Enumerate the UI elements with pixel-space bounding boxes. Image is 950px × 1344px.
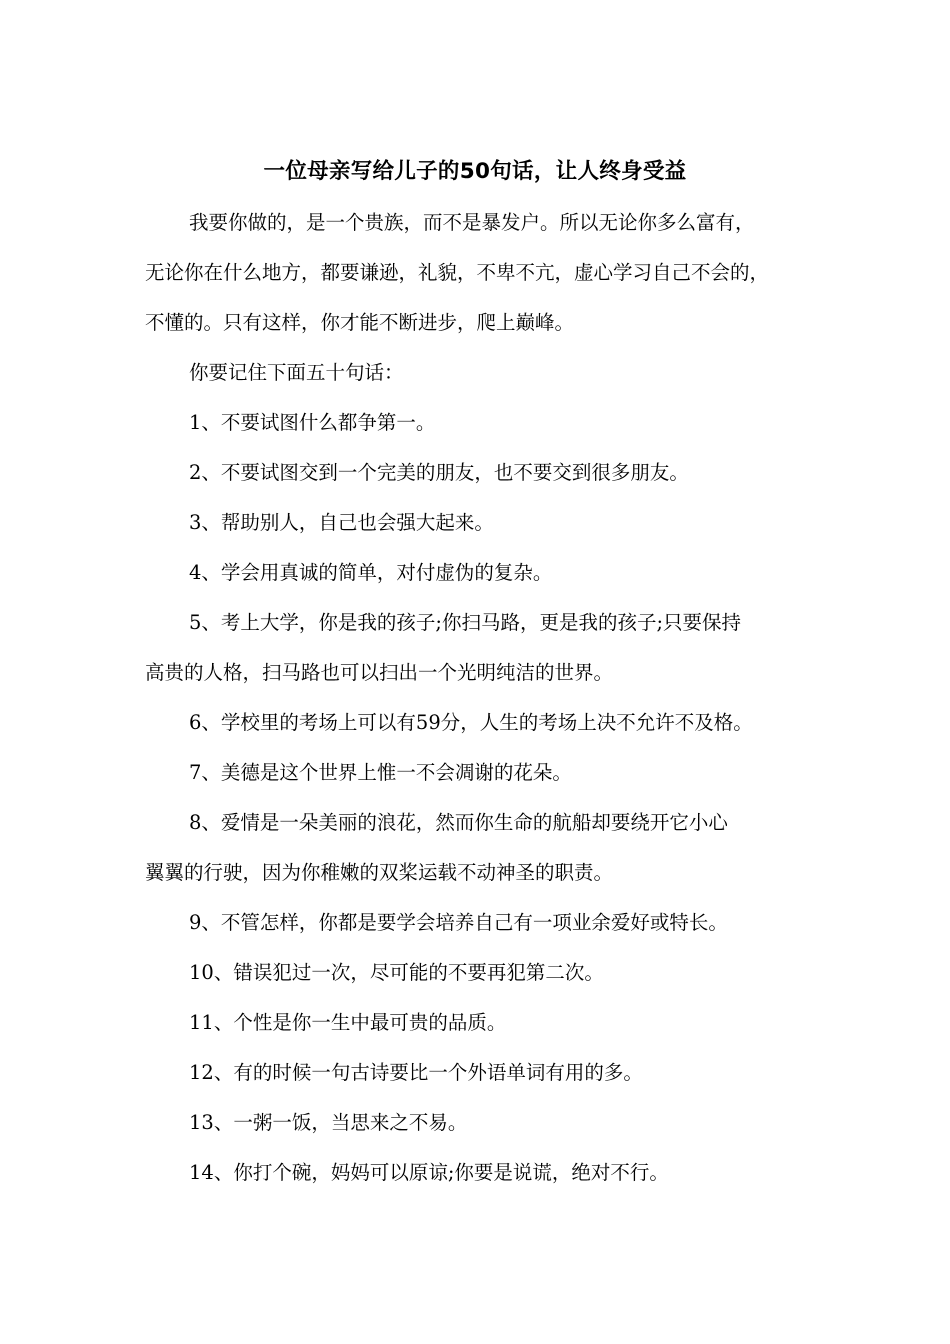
list-item — [145, 698, 810, 748]
text-line: 4、学会用真诚的简单，对付虚伪的复杂。 — [189, 561, 553, 584]
text-line: 高贵的人格，扫马路也可以扫出一个光明纯洁的世界。 — [145, 661, 614, 684]
list-item — [145, 498, 810, 548]
list-item — [145, 998, 810, 1048]
text-line: 7、美德是这个世界上惟一不会凋谢的花朵。 — [189, 761, 572, 784]
list-item — [145, 548, 810, 598]
text-line: 10、错误犯过一次，尽可能的不要再犯第二次。 — [189, 961, 604, 984]
list-item — [145, 1048, 810, 1098]
list-item — [145, 948, 810, 998]
text-line: 你要记住下面五十句话： — [189, 361, 404, 384]
list-item — [145, 798, 810, 898]
text-line: 无论你在什么地方，都要谦逊，礼貌，不卑不亢，虚心学习自己不会的， — [145, 261, 770, 284]
text-line: 1、不要试图什么都争第一。 — [189, 411, 436, 434]
text-line: 8、爱情是一朵美丽的浪花，然而你生命的航船却要绕开它小心 — [189, 811, 728, 834]
list-item — [145, 398, 810, 448]
text-line: 3、帮助别人，自己也会强大起来。 — [189, 511, 494, 534]
text-line: 不懂的。只有这样，你才能不断进步，爬上巅峰。 — [145, 311, 575, 334]
text-line: 9、不管怎样，你都是要学会培养自己有一项业余爱好或特长。 — [189, 911, 728, 934]
text-line: 13、一粥一饭，当思来之不易。 — [189, 1111, 468, 1134]
text-line: 14、你打个碗，妈妈可以原谅;你要是说谎，绝对不行。 — [189, 1161, 669, 1184]
lead-in-paragraph — [145, 348, 810, 398]
text-line: 5、考上大学，你是我的孩子;你扫马路，更是我的孩子;只要保持 — [189, 611, 742, 634]
list-item — [145, 1098, 810, 1148]
text-line: 翼翼的行驶，因为你稚嫩的双桨运载不动神圣的职责。 — [145, 861, 614, 884]
document-title: 一位母亲写给儿子的50句话，让人终身受益 — [263, 159, 687, 184]
list-item — [145, 598, 810, 698]
intro-paragraph — [145, 198, 810, 348]
text-line: 我要你做的，是一个贵族，而不是暴发户。所以无论你多么富有， — [189, 211, 755, 234]
text-line: 12、有的时候一句古诗要比一个外语单词有用的多。 — [189, 1061, 643, 1084]
text-line: 6、学校里的考场上可以有59分，人生的考场上决不允许不及格。 — [189, 711, 753, 734]
text-line: 2、不要试图交到一个完美的朋友，也不要交到很多朋友。 — [189, 461, 689, 484]
list-item — [145, 1148, 810, 1198]
list-item — [145, 748, 810, 798]
list-item — [145, 448, 810, 498]
list-item — [145, 898, 810, 948]
text-line: 11、个性是你一生中最可贵的品质。 — [189, 1011, 507, 1034]
document-body — [145, 198, 810, 1198]
